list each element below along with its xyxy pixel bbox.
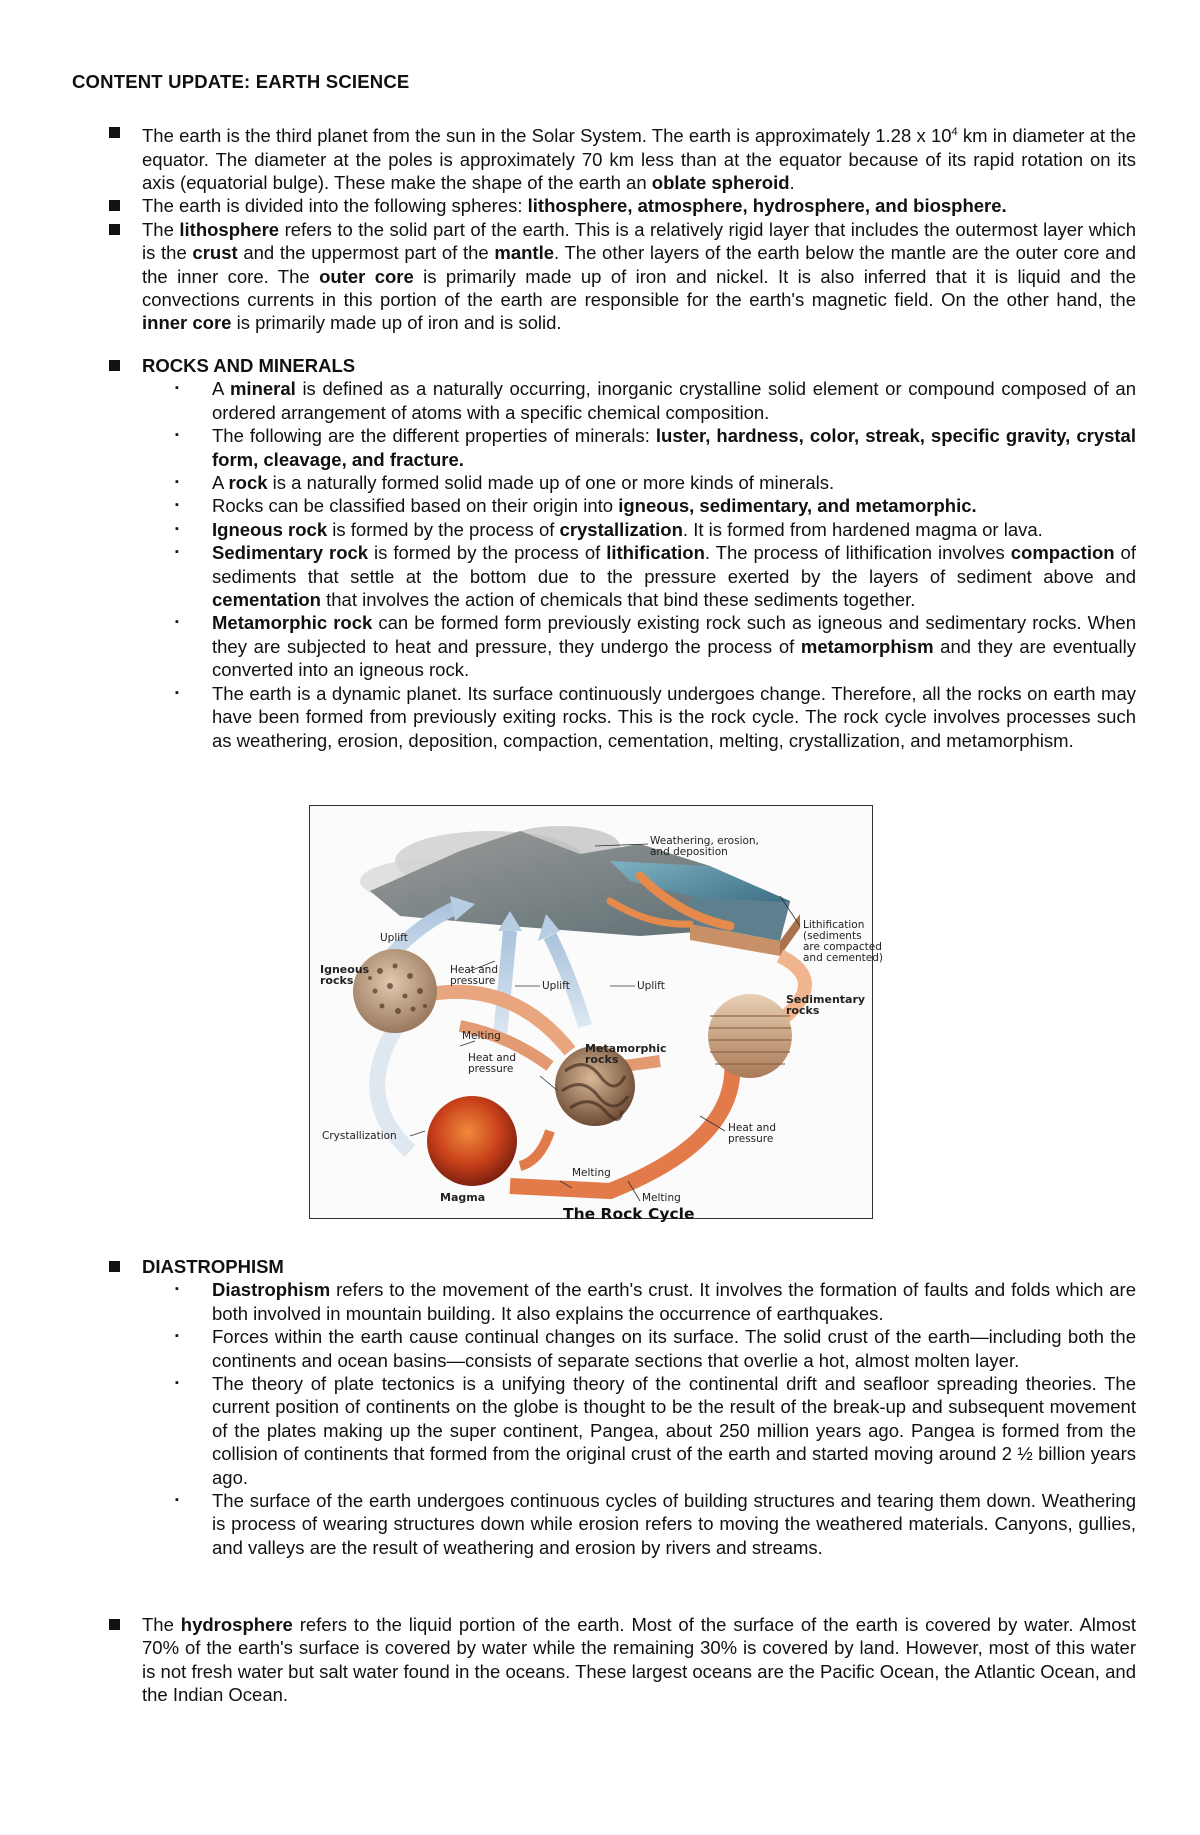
text-run: and they are eventually converted into an igneous rock. <box>212 635 1137 681</box>
label-uplift-right: Uplift <box>637 980 665 992</box>
bold-term: mineral <box>229 378 296 400</box>
rocks-point <box>72 471 1136 494</box>
text-run: refers to the movement of the earth's crust. It involves the formation of faults and folds which are both involved in mountain building. It also explains the occurrence of earthquakes. <box>212 1279 1136 1324</box>
label-uplift-left: Uplift <box>380 932 408 944</box>
bold-term: hydrosphere <box>180 1614 293 1635</box>
text-run: is primarily made up of iron and nickel. It is also inferred that it is liquid and the convections currents in this portion of the earth are responsible for the earth's magnetic field. On the other hand, the <box>142 265 1136 310</box>
text-run: A <box>212 472 229 494</box>
figure-caption: The Rock Cycle <box>563 1205 695 1223</box>
label-heat-pressure-1: Heat and pressure <box>450 964 498 987</box>
bold-term: luster, hardness, color, streak, specific gravity, crystal form, cleavage, and fracture. <box>212 425 1136 470</box>
diastrophism-point <box>72 1489 1136 1559</box>
rock-cycle-figure <box>309 805 884 1219</box>
rock-cycle-diagram <box>310 806 884 1218</box>
rocks-point <box>72 541 1136 611</box>
bold-term: lithification <box>606 542 705 564</box>
text-run: The earth is divided into the following spheres: <box>142 195 528 217</box>
label-lithification: Lithification (sediments are compacted and cemented) <box>803 919 884 964</box>
text-run: is formed by the process of <box>368 542 607 564</box>
diastrophism-point <box>72 1325 1136 1372</box>
text-run: of sediments that settle at the bottom due to the pressure exerted by the layers of sediment above and <box>212 542 1136 587</box>
uplift-arrow <box>500 931 510 1036</box>
bold-term: igneous, sedimentary, and metamorphic. <box>618 495 977 517</box>
label-magma: Magma <box>440 1191 486 1204</box>
magma-sphere <box>427 1096 517 1186</box>
rocks-section <box>72 354 1136 752</box>
label-melting-2: Melting <box>572 1167 611 1179</box>
intro-item <box>72 218 1136 335</box>
text-run: 1.28 x 10 <box>875 125 952 147</box>
rocks-point <box>72 494 1136 517</box>
text-run: Rocks can be classified based on their origin into <box>212 495 619 517</box>
text-run: The following are the different properties of minerals: <box>212 425 656 447</box>
rocks-section-item <box>72 354 1136 752</box>
bold-term: Igneous rock <box>212 518 328 540</box>
intro-list <box>72 121 1136 335</box>
bold-term: oblate spheroid <box>651 171 790 193</box>
text-run: . The process of lithification involves <box>704 542 1011 564</box>
rocks-point <box>72 424 1136 471</box>
bold-term: lithosphere <box>179 218 280 240</box>
intro-item <box>72 121 1136 194</box>
label-igneous: Igneous rocks <box>320 963 370 987</box>
label-melting-3: Melting <box>642 1192 681 1204</box>
diastrophism-point <box>72 1278 1136 1325</box>
text-run: The surface of the earth undergoes continuous cycles of building structures and tearing them down. Weathering is process of wearing structures down while erosion refers to moving the weathered materials. Canyons, gullies, and valleys are the result of weathering and erosion by rivers and streams. <box>212 1490 1136 1558</box>
text-run: km in diameter at the equator. The diameter at the poles is approximately 70 km less than at the equator because of its rapid rotation on its axis (equatorial bulge). These make the shape of the earth an <box>142 125 1136 193</box>
label-weathering: Weathering, erosion, and deposition <box>650 835 759 858</box>
hydrosphere-item <box>72 1613 1136 1707</box>
bold-term: rock <box>228 472 268 494</box>
bold-term: cementation <box>212 589 321 611</box>
bold-term: crust <box>192 242 238 264</box>
igneous-rock-sphere <box>353 949 437 1033</box>
bold-term: inner core <box>142 312 232 334</box>
label-crystallization: Crystallization <box>322 1130 397 1142</box>
text-run: . The other layers of the earth below the mantle are the outer core and the inner core. The <box>142 242 1136 287</box>
text-run: refers to the liquid portion of the earth. Most of the surface of the earth is covered by water. Almost 70% of the earth's surface is covered by water while the remaining 30% is covered by land. However, most of this water is not fresh water but salt water found in the oceans. These largest oceans are the Pacific Ocean, the Atlantic Ocean, and the Indian Ocean. <box>142 1614 1136 1706</box>
rocks-heading: ROCKS AND MINERALS <box>142 355 356 376</box>
hydrosphere-list <box>72 1613 1136 1707</box>
bold-term: outer core <box>319 265 414 287</box>
text-run: is primarily made up of iron and is solid. <box>231 312 562 334</box>
text-run: Forces within the earth cause continual changes on its surface. The solid crust of the earth—including both the continents and ocean basins—consists of separate sections that overlie a hot, almost molten layer. <box>212 1326 1136 1371</box>
diastrophism-heading: DIASTROPHISM <box>142 1256 284 1277</box>
text-run: is formed by the process of <box>327 518 560 540</box>
diastrophism-point <box>72 1372 1136 1489</box>
rocks-point <box>72 377 1136 424</box>
label-metamorphic: Metamorphic rocks <box>585 1042 667 1066</box>
text-run: The earth is the third planet from the sun in the Solar System. The earth is approximately <box>142 125 876 147</box>
sedimentary-rock-sphere <box>708 994 792 1078</box>
bold-term: metamorphism <box>800 635 934 657</box>
rocks-point <box>72 518 1136 541</box>
text-run: that involves the action of chemicals that bind these sediments together. <box>320 589 916 611</box>
label-melting-1: Melting <box>462 1030 501 1042</box>
text-run: The earth is a dynamic planet. Its surface continuously undergoes change. Therefore, all the rocks on earth may have been formed from previously exiting rocks. This is the rock cycle. The rock cycle involves processes such as weathering, erosion, deposition, compaction, cementation, melting, crystallization, and metamorphism. <box>212 682 1136 751</box>
bold-term: mantle <box>494 242 555 264</box>
intro-item <box>72 194 1136 217</box>
rocks-point <box>72 611 1136 681</box>
text-run: can be formed form previously existing rock such as igneous and sedimentary rocks. When they are subjected to heat and pressure, they undergo the process of <box>212 612 1136 657</box>
diastrophism-sublist <box>142 1278 1136 1559</box>
text-run: The theory of plate tectonics is a unifying theory of the continental drift and seafloor spreading theories. The current position of continents on the globe is thought to be the result of the break-up and subsequent movement of the plates making up the super continent, Pangea, about 250 million years ago. Pangea is formed from the collision of continents that formed from the original crust of the earth and started moving around 2 ½ billion years ago. <box>212 1373 1136 1488</box>
text-run: The <box>142 218 180 240</box>
diastrophism-section-item <box>72 1255 1136 1559</box>
diastrophism-section <box>72 1255 1136 1559</box>
text-run: The <box>142 1614 181 1635</box>
rocks-sublist <box>142 377 1136 752</box>
text-run: . It is formed from hardened magma or lava. <box>682 518 1043 540</box>
page-title: CONTENT UPDATE: EARTH SCIENCE <box>72 71 410 92</box>
label-uplift-mid: Uplift <box>542 980 570 992</box>
text-run: . <box>789 171 795 193</box>
text-run: refers to the solid part of the earth. This is a relatively rigid layer that includes the outermost layer which is the <box>142 218 1136 264</box>
text-run: and the uppermost part of the <box>237 242 495 264</box>
superscript: 4 <box>951 126 958 138</box>
bold-term: Sedimentary rock <box>212 542 369 564</box>
text-run: A <box>212 378 230 400</box>
rocks-point <box>72 682 1136 752</box>
bold-term: crystallization <box>559 518 683 540</box>
bold-term: Diastrophism <box>212 1279 331 1301</box>
bold-term: Metamorphic rock <box>212 612 373 634</box>
text-run: is defined as a naturally occurring, inorganic crystalline solid element or compound composed of an ordered arrangement of atoms with a specific chemical composition. <box>212 378 1136 423</box>
cycle-arrow <box>520 1131 550 1166</box>
text-run: is a naturally formed solid made up of one or more kinds of minerals. <box>267 472 835 494</box>
label-heat-pressure-2: Heat and pressure <box>468 1052 516 1075</box>
bold-term: lithosphere, atmosphere, hydrosphere, and biosphere. <box>527 195 1007 217</box>
bold-term: compaction <box>1010 542 1115 564</box>
label-sedimentary: Sedimentary rocks <box>786 993 866 1017</box>
label-heat-pressure-3: Heat and pressure <box>728 1122 776 1145</box>
